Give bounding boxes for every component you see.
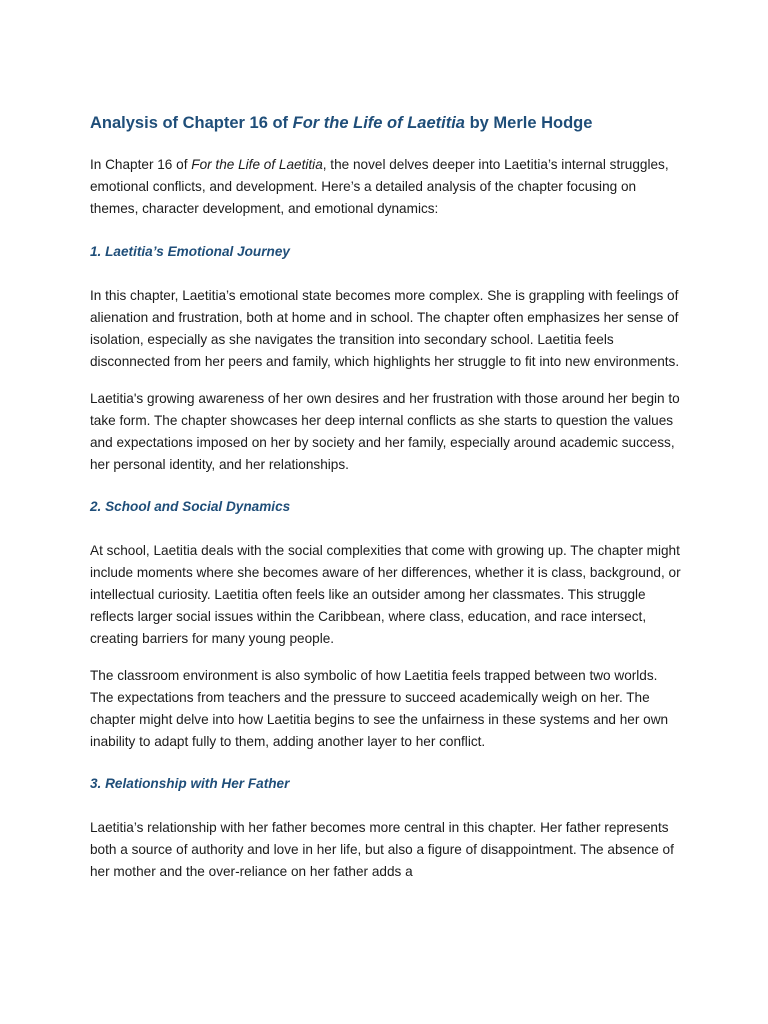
title-prefix: Analysis of Chapter 16 of [90, 114, 293, 132]
intro-prefix: In Chapter 16 of [90, 157, 192, 172]
section-paragraph: Laetitia’s relationship with her father becomes more central in this chapter. Her father represents both a source of authority and love in her life, but also a figure of disappointment. The absence of her mother and the over-reliance on her father adds a [90, 820, 674, 879]
section-heading-school-social: 2. School and Social Dynamics [90, 499, 291, 514]
section-paragraph: In this chapter, Laetitia’s emotional state becomes more complex. She is grappling with feelings of alienation and frustration, both at home and in school. The chapter often emphasizes her sense of isolation, especially as she navigates the transition into secondary school. Laetitia feels disconnected from her peers and family, which highlights her struggle to fit into new environments. [90, 288, 680, 369]
document-title [90, 112, 682, 134]
section-heading-father-relationship: 3. Relationship with Her Father [90, 776, 290, 791]
title-suffix: by Merle Hodge [464, 114, 593, 132]
title-book-name: For the Life of Laetitia [292, 114, 465, 132]
document-body [90, 112, 682, 883]
intro-book-name: For the Life of Laetitia [191, 157, 323, 172]
section-paragraph: Laetitia's growing awareness of her own desires and her frustration with those around her begin to take form. The chapter showcases her deep internal conflicts as she starts to question the values and expectations imposed on her by society and her family, especially around academic success, her personal identity, and her relationships. [90, 391, 680, 472]
section-heading-emotional-journey: 1. Laetitia’s Emotional Journey [90, 244, 290, 259]
section-paragraph: The classroom environment is also symbolic of how Laetitia feels trapped between two worlds. The expectations from teachers and the pressure to succeed academically weigh on her. The chapter might delve into how Laetitia begins to see the unfairness in these systems and her own inability to adapt fully to them, adding another layer to her conflict. [90, 668, 669, 749]
intro-suffix: , the novel delves deeper into Laetitia’s internal struggles, emotional conflicts, and development. Here’s a detailed analysis of the chapter focusing on themes, character development, and emotional dynamics: [90, 157, 669, 216]
intro-paragraph [90, 154, 682, 220]
section-paragraph: At school, Laetitia deals with the social complexities that come with growing up. The chapter might include moments where she becomes aware of her differences, whether it is class, background, or intellectual curiosity. Laetitia often feels like an outsider among her classmates. This struggle reflects larger social issues within the Caribbean, where class, education, and race intersect, creating barriers for many young people. [90, 543, 681, 646]
